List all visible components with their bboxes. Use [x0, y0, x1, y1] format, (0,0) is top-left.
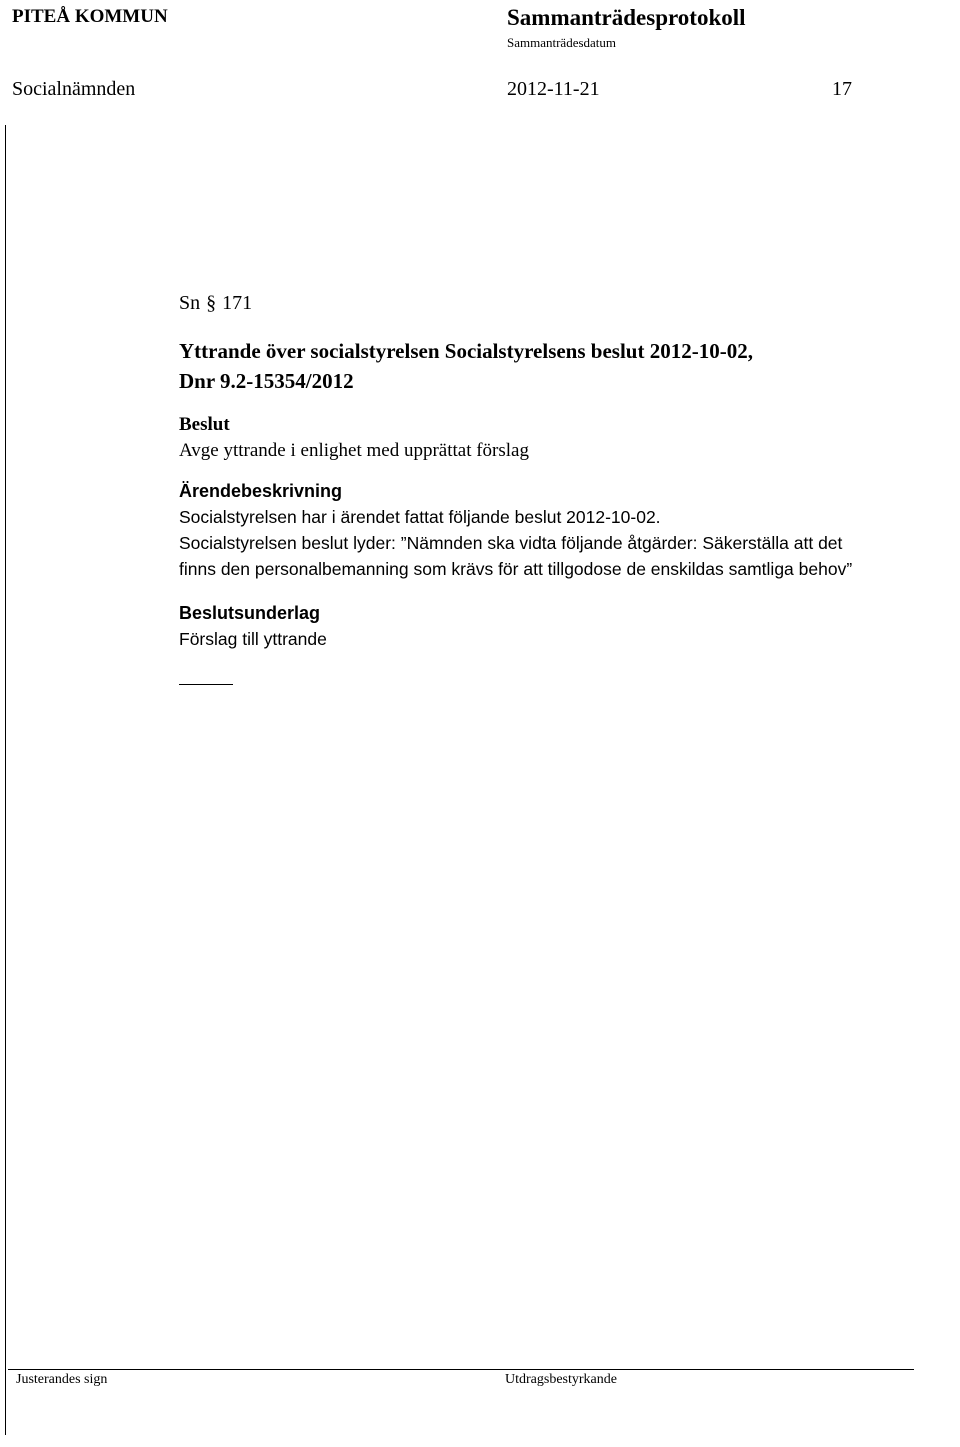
description-label: Ärendebeskrivning: [179, 481, 343, 501]
item-title-line: Yttrande över socialstyrelsen Socialstyrelsens beslut 2012-10-02,: [179, 339, 753, 363]
extract-certification-label: Utdragsbestyrkande: [505, 1372, 617, 1387]
end-rule: [179, 684, 233, 685]
decision-label: Beslut: [179, 414, 230, 435]
document-title: Sammanträdesprotokoll: [507, 5, 746, 30]
basis-text: Förslag till yttrande: [179, 629, 327, 649]
document-subtitle: Sammanträdesdatum: [507, 35, 617, 50]
left-margin-rule: [5, 125, 6, 1435]
item-title-line: Dnr 9.2-15354/2012: [179, 369, 354, 393]
item-reference: [179, 292, 949, 315]
organization-name: PITEÅ KOMMUN: [12, 6, 168, 27]
description-line: Socialstyrelsen beslut lyder: ”Nämnden ska vidta följande åtgärder: Säkerställa att det: [179, 533, 843, 553]
decision-text: Avge yttrande i enlighet med upprättat förslag: [179, 440, 529, 461]
section-symbol: §: [206, 292, 217, 314]
board-name: Socialnämnden: [12, 78, 136, 100]
description-line: Socialstyrelsen har i ärendet fattat följande beslut 2012-10-02.: [179, 507, 661, 527]
description-line: finns den personalbemanning som krävs för att tillgodose de enskildas samtliga behov”: [179, 559, 853, 579]
item-title: [179, 336, 949, 396]
description-text: [179, 504, 949, 582]
footer-rule: [8, 1369, 914, 1370]
page-number: 17: [832, 78, 852, 100]
basis-label: Beslutsunderlag: [179, 603, 321, 623]
item-prefix: Sn: [179, 292, 201, 314]
adjuster-signature-label: Justerandes sign: [16, 1372, 108, 1387]
item-number: 171: [222, 292, 253, 314]
meeting-date: 2012-11-21: [507, 78, 600, 100]
protocol-item: [179, 292, 949, 685]
